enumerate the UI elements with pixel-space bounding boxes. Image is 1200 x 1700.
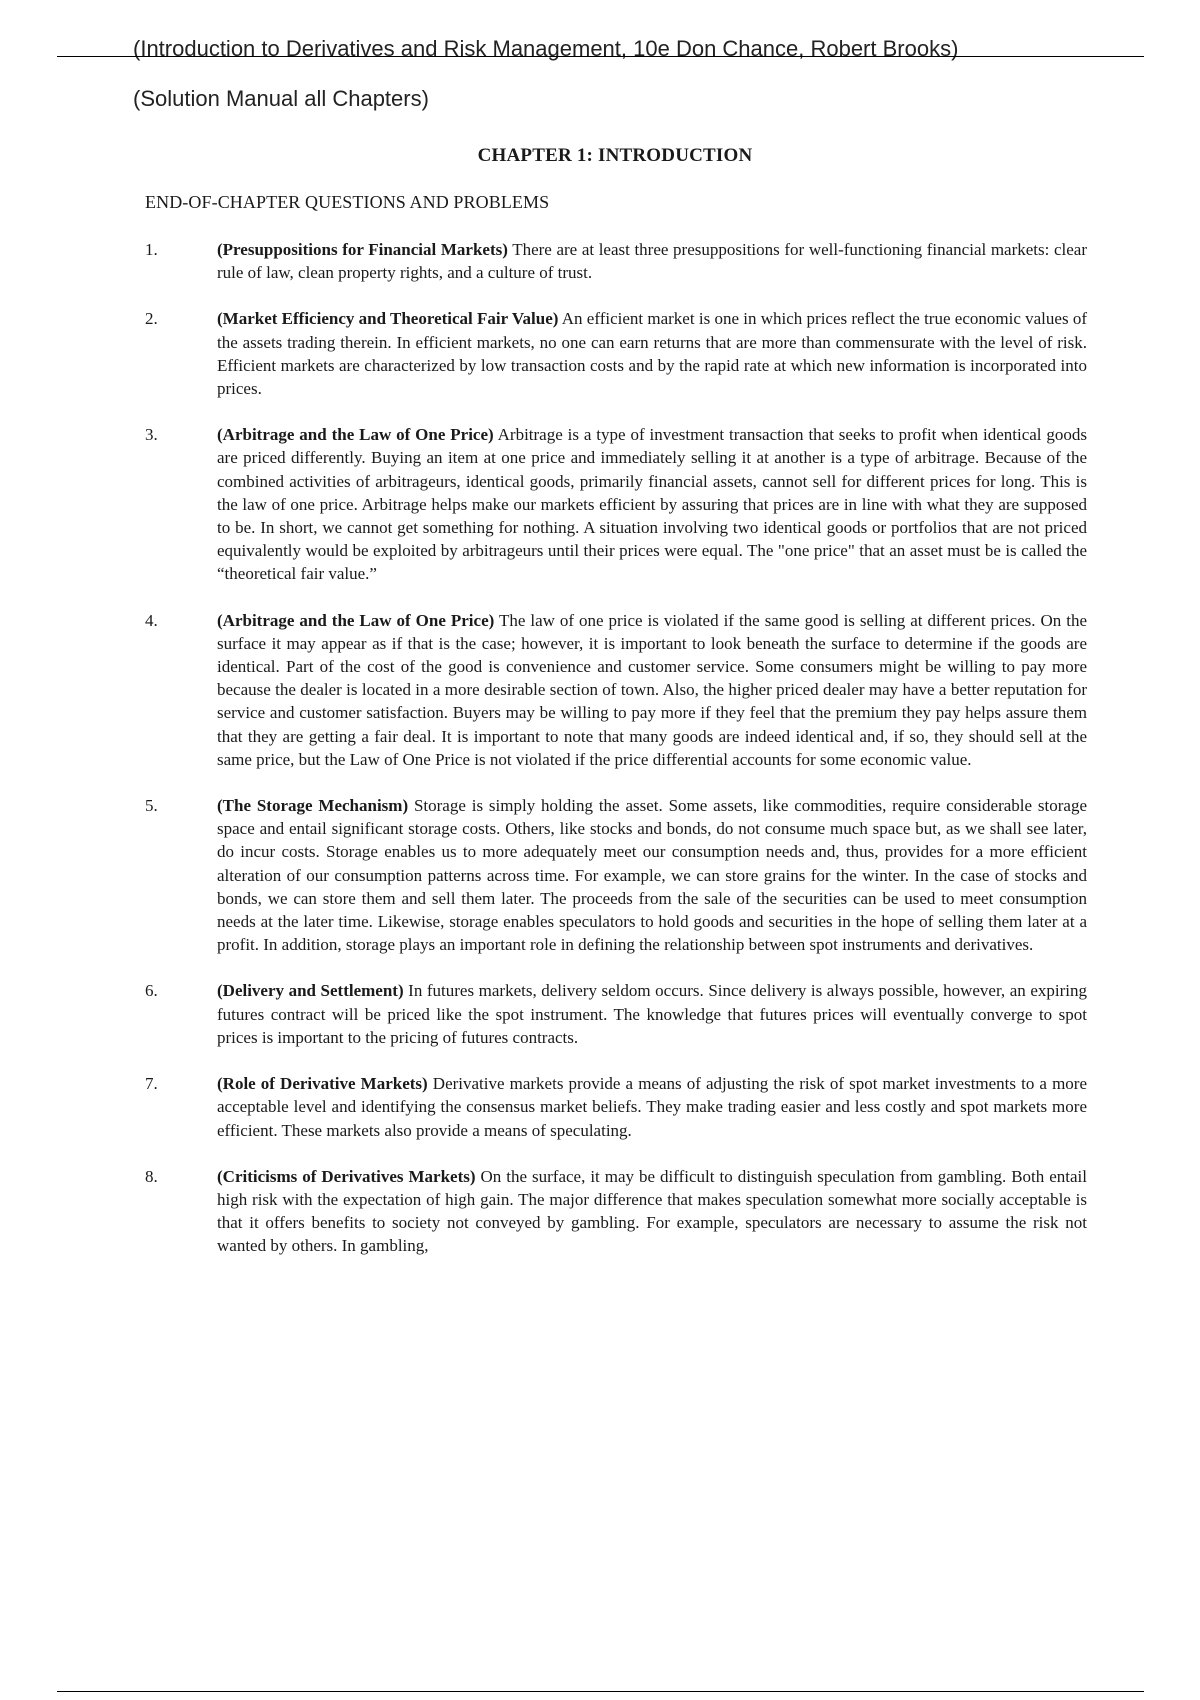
question-answer [217,794,1087,956]
question-list [145,238,1087,1281]
question-topic: (Arbitrage and the Law of One Price) [217,610,495,630]
answer-text: On the surface, it may be difficult to distinguish speculation from gambling. Both entail high risk with the expectation of high gain. The major difference that makes speculation somewhat more socially acceptable is that it offers benefits to society not conveyed by gambling. For example, speculators are necessary to assume the risk not wanted by others. In gambling, [217,1166,1087,1256]
answer-text: There are at least three presuppositions for well-functioning financial markets: clear rule of law, clean property rights, and a culture of trust. [217,240,1087,283]
question-answer [217,1165,1087,1258]
question-answer [217,609,1087,771]
question-number: 8. [145,1166,158,1186]
header-divider [57,56,1144,57]
answer-text: Arbitrage is a type of investment transaction that seeks to profit when identical goods are priced differently. Buying an item at one price and immediately selling it at another is a type of arbitrage. Because of the combined activities of arbitrageurs, identical goods, primarily financial assets, cannot sell for different prices for long. This is the law of one price. Arbitrage helps make our markets efficient by assuring that prices are in line with what they are supposed to be. In short, we cannot get something for nothing. A situation involving two identical goods or portfolios that are not priced equivalently would be exploited by arbitrageurs until their prices were equal. The "one price" that an asset must be is called the “theoretical fair value.” [217,425,1088,584]
question-answer [217,238,1087,284]
question-number: 1. [145,240,158,259]
question-number: 6. [145,981,158,1001]
question-item-6 [145,979,1087,1049]
chapter-title: CHAPTER 1: INTRODUCTION [477,145,753,166]
answer-text: The law of one price is violated if the same good is selling at different prices. On the surface it may appear as if that is the case; however, it is important to look beneath the surface to determine if the goods are identical. Part of the cost of the good is convenience and customer service. Some consumers might be willing to pay more because the dealer is located in a more desirable section of town. Also, the higher priced dealer may have a better reputation for service and customer satisfaction. Buyers may be willing to pay more if they feel that the premium they pay helps assure them that they are getting a fair deal. It is important to note that many goods are indeed identical and, if so, they should sell at the same price, but the Law of One Price is not violated if the price differential accounts for some economic value. [217,610,1087,769]
question-topic: (The Storage Mechanism) [217,796,409,816]
question-number: 3. [145,425,158,445]
answer-text: Storage is simply holding the asset. Some assets, like commodities, require considerable storage space and entail significant storage costs. Others, like stocks and bonds, do not consume much space but, as we shall see later, do incur costs. Storage enables us to more adequately meet our consumption needs and, thus, provides for a more efficient alteration of our consumption patterns across time. For example, we can store grains for the winter. In the case of stocks and bonds, we can store them and sell them later. The proceeds from the sale of the securities can be used to meet consumption needs at the later time. Likewise, storage enables speculators to hold goods and securities in the hope of selling them later at a profit. In addition, storage plays an important role in defining the relationship between spot instruments and derivatives. [217,796,1087,955]
question-number: 4. [145,610,158,630]
answer-text: In futures markets, delivery seldom occurs. Since delivery is always possible, however, an expiring futures contract will be priced like the spot instrument. The knowledge that futures prices will eventually converge to spot prices is important to the pricing of futures contracts. [217,981,1087,1047]
question-answer [217,979,1087,1049]
question-item-3 [145,423,1087,585]
question-topic: (Delivery and Settlement) [217,981,404,1001]
question-topic: (Criticisms of Derivatives Markets) [217,1166,476,1186]
book-subtitle-header: (Solution Manual all Chapters) [133,86,429,111]
question-item-8 [145,1165,1087,1258]
question-number: 7. [145,1074,158,1094]
question-topic: (Role of Derivative Markets) [217,1074,428,1094]
answer-text: Derivative markets provide a means of adjusting the risk of spot market investments to a more acceptable level and identifying the consensus market beliefs. They make trading easier and less costly and spot markets more efficient. These markets also provide a means of speculating. [217,1074,1087,1140]
question-item-5 [145,794,1087,956]
question-answer [217,307,1087,400]
section-heading: END-OF-CHAPTER QUESTIONS AND PROBLEMS [145,192,550,212]
book-title-header: (Introduction to Derivatives and Risk Management, 10e Don Chance, Robert Brooks) [133,36,959,61]
question-answer [217,423,1087,585]
footer-divider [57,1691,1144,1692]
question-topic: (Arbitrage and the Law of One Price) [217,425,494,445]
question-item-4 [145,609,1087,771]
question-topic: (Presuppositions for Financial Markets) [217,240,508,259]
question-answer [217,1072,1087,1142]
question-item-2 [145,307,1087,400]
question-item-7 [145,1072,1087,1142]
question-number: 2. [145,309,158,329]
question-item-1 [145,238,1087,284]
answer-text: An efficient market is one in which prices reflect the true economic values of the assets trading therein. In efficient markets, no one can earn returns that are more than commensurate with the level of risk. Efficient markets are characterized by low transaction costs and by the rapid rate at which new information is incorporated into prices. [217,309,1087,399]
question-topic: (Market Efficiency and Theoretical Fair Value) [217,309,559,329]
question-number: 5. [145,796,158,816]
